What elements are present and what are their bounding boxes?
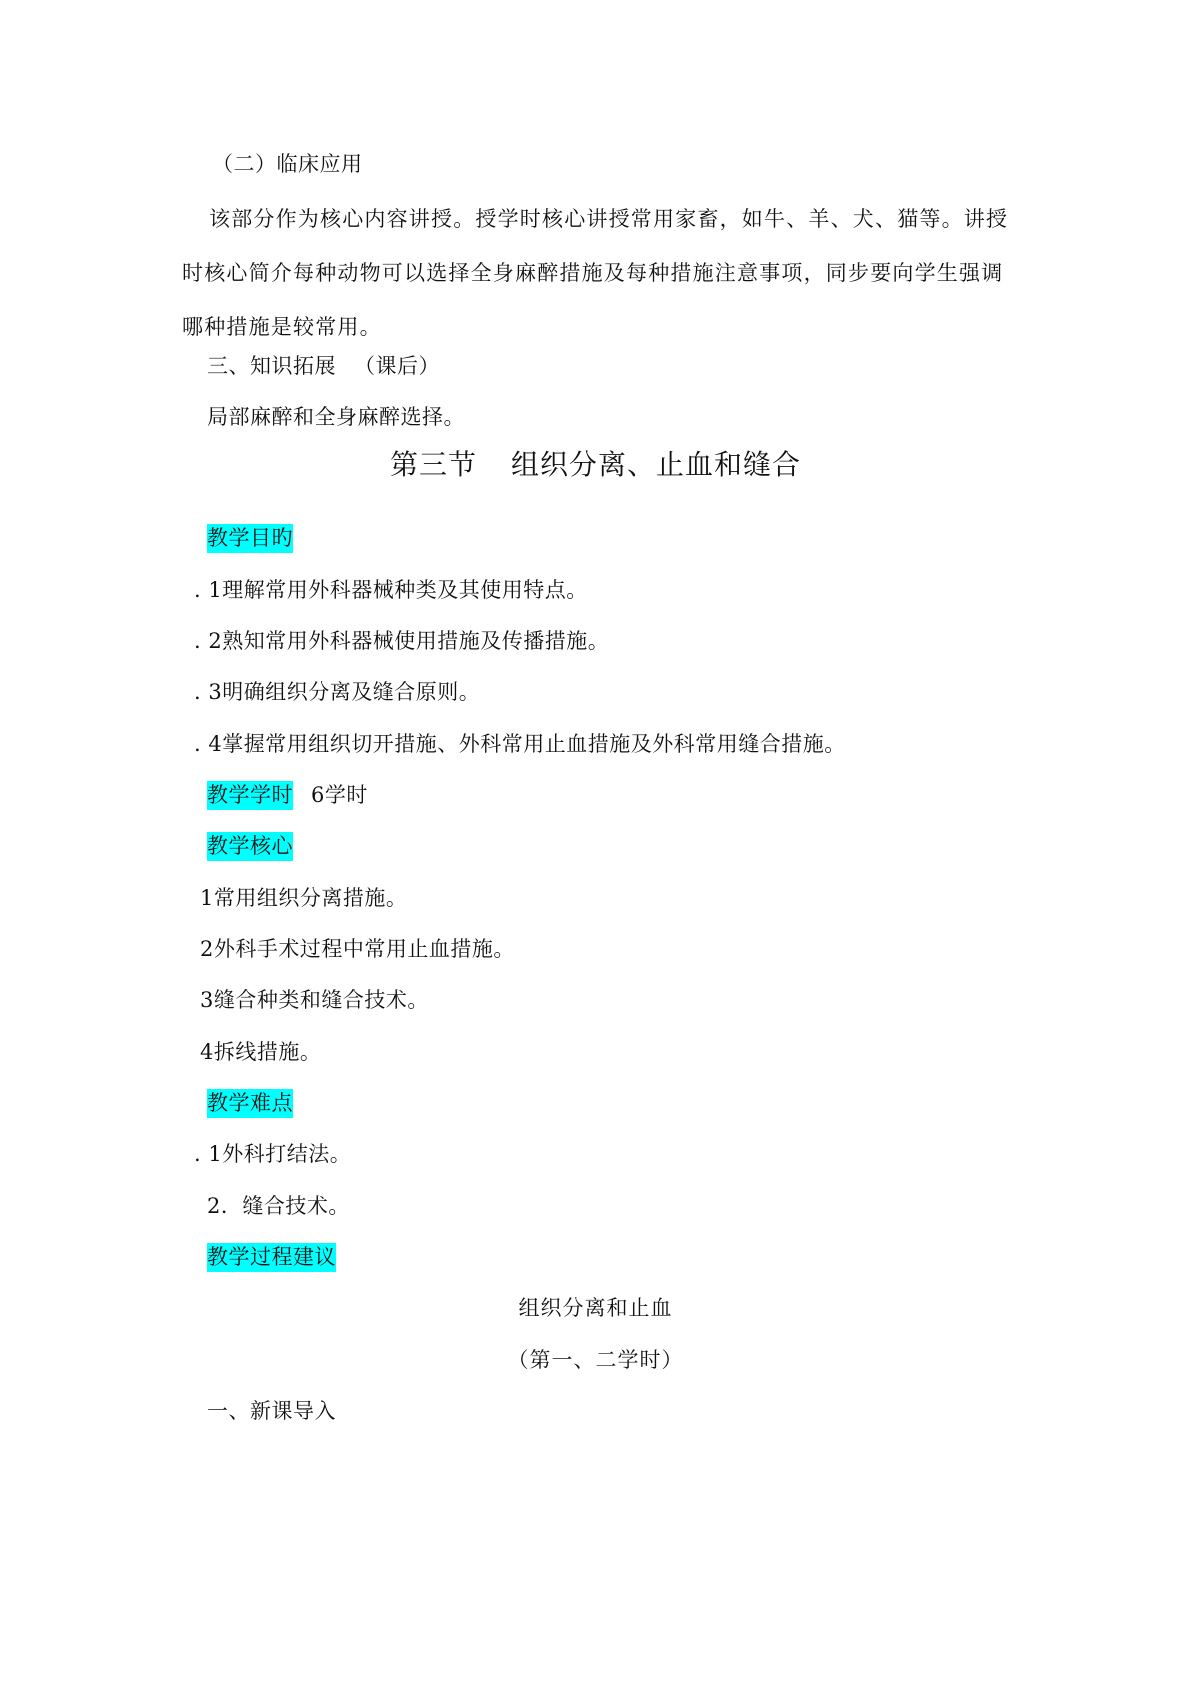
teaching-objectives-label: 教学目旳 <box>207 524 293 553</box>
core-item: 4拆线措施。 <box>200 1040 322 1064</box>
teaching-process-heading <box>207 1243 336 1271</box>
teaching-hours <box>207 781 368 809</box>
section-2-heading: （二）临床应用 <box>212 152 363 176</box>
section-2-paragraph: 该部分作为核心内容讲授。授学时核心讲授常用家畜，如牛、羊、犬、猫等。讲授时核心简介每种动物可以选择全身麻醉措施及每种措施注意事项，同步要向学生强调哪种措施是较常用。 <box>182 207 1009 339</box>
teaching-hours-value: 6学时 <box>311 783 368 807</box>
chapter-title <box>0 447 1191 483</box>
difficulty-item: 2．缝合技术。 <box>207 1194 350 1218</box>
section-3-text: 局部麻醉和全身麻醉选择。 <box>207 405 465 429</box>
section-3-heading-main: 三、知识拓展 <box>207 354 336 378</box>
core-item: 3缝合种类和缝合技术。 <box>200 988 429 1012</box>
teaching-core-label: 教学核心 <box>207 832 293 861</box>
chapter-title-number: 第三节 <box>389 448 477 481</box>
core-item: 2外科手术过程中常用止血措施。 <box>200 937 515 961</box>
objective-item: . 3明确组织分离及缝合原则。 <box>194 680 481 704</box>
core-item: 1常用组织分离措施。 <box>200 886 408 910</box>
chapter-title-text: 组织分离、止血和缝合 <box>511 448 802 481</box>
objective-item: . 1理解常用外科器械种类及其使用特点。 <box>194 578 588 602</box>
new-lesson-intro: 一、新课导入 <box>207 1399 336 1423</box>
difficulty-item: . 1外科打结法。 <box>194 1142 352 1166</box>
teaching-core-heading <box>207 832 293 860</box>
teaching-process-label: 教学过程建议 <box>207 1243 336 1272</box>
teaching-hours-label: 教学学时 <box>207 781 293 810</box>
section-3-heading <box>207 352 440 380</box>
teaching-difficulty-label: 教学难点 <box>207 1089 293 1118</box>
lesson-title: 组织分离和止血 <box>518 1296 673 1320</box>
objective-item: . 4掌握常用组织切开措施、外科常用止血措施及外科常用缝合措施。 <box>194 732 846 756</box>
objective-item: . 2熟知常用外科器械使用措施及传播措施。 <box>194 629 610 653</box>
teaching-difficulty-heading <box>207 1089 293 1117</box>
teaching-objectives-heading <box>207 524 293 552</box>
section-3-heading-note: （课后） <box>354 354 440 378</box>
lesson-hours: （第一、二学时） <box>507 1348 684 1372</box>
